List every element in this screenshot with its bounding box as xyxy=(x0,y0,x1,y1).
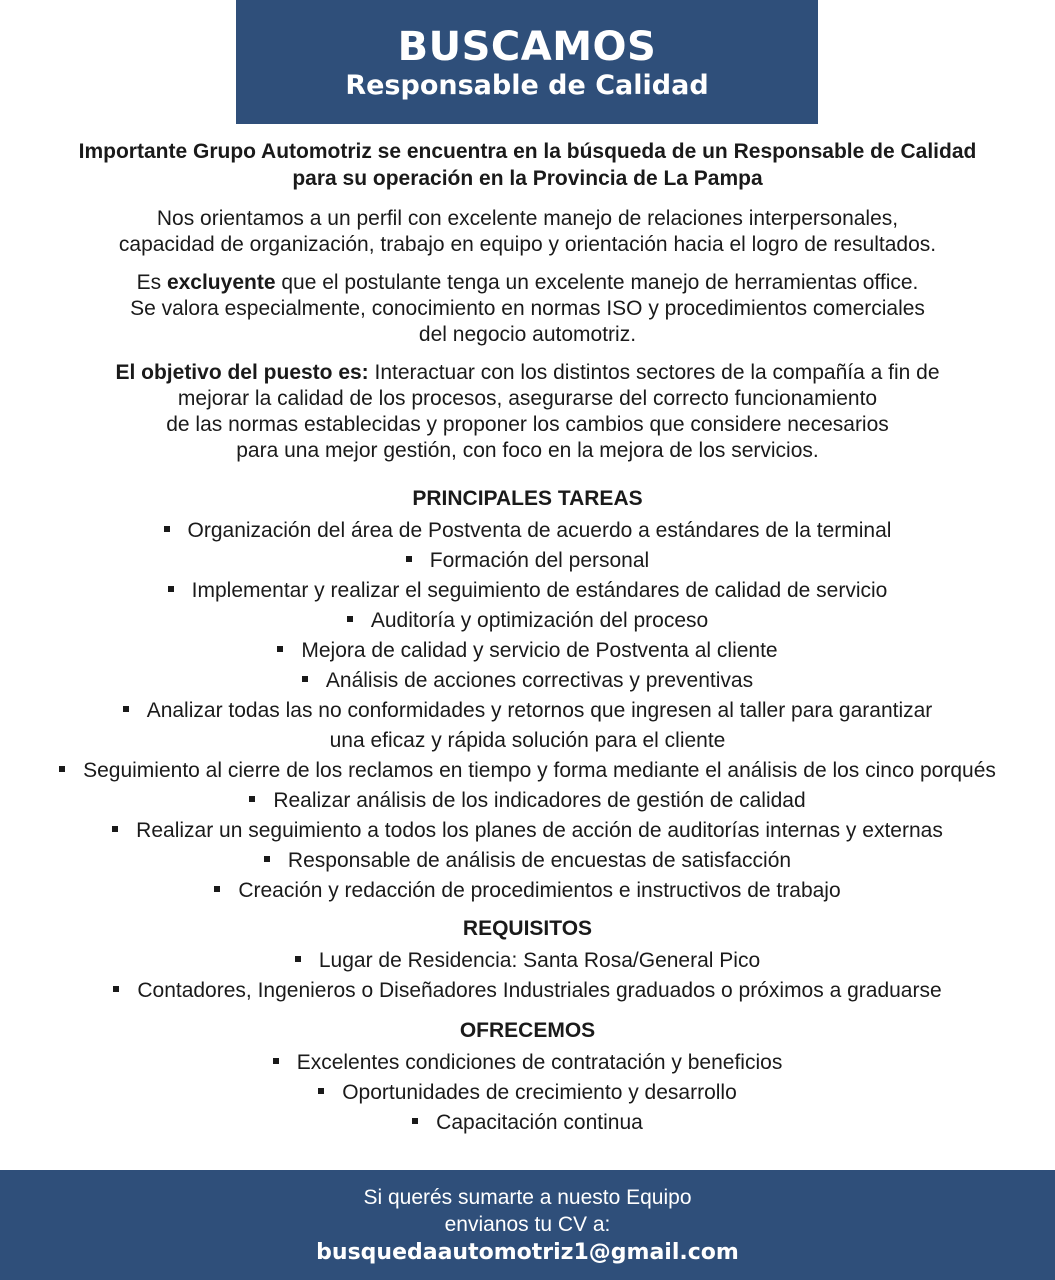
task-text: Realizar un seguimiento a todos los planes de acción de auditorías internas y externas xyxy=(136,819,943,842)
requisito-text: Contadores, Ingenieros o Diseñadores Industriales graduados o próximos a graduarse xyxy=(137,979,942,1002)
task-text-continuation: una eficaz y rápida solución para el cliente xyxy=(329,729,726,752)
task-text: Analizar todas las no conformidades y retornos que ingresen al taller para garantizar xyxy=(146,699,933,722)
bullet-icon xyxy=(406,556,412,562)
task-text: Formación del personal xyxy=(429,549,650,572)
footer-line-1: Si querés sumarte a nuesto Equipo xyxy=(363,1186,692,1209)
task-text: Seguimiento al cierre de los reclamos en tiempo y forma mediante el análisis de los cinco porqués xyxy=(83,759,996,782)
requirements-paragraph xyxy=(0,270,1055,348)
objective-line-1: Interactuar con los distintos sectores de la compañía a fin de xyxy=(368,361,940,384)
list-item xyxy=(0,1108,1055,1138)
job-description xyxy=(0,138,1055,1138)
list-item xyxy=(0,876,1055,906)
profile-line-2: capacidad de organización, trabajo en equipo y orientación hacia el logro de resultados. xyxy=(118,233,937,256)
list-item xyxy=(0,696,1055,756)
list-item xyxy=(0,816,1055,846)
objective-line-3: de las normas establecidas y proponer los cambios que considere necesarios xyxy=(166,413,889,436)
tasks-title: PRINCIPALES TAREAS xyxy=(412,487,643,510)
bullet-icon xyxy=(277,646,283,652)
list-item xyxy=(0,846,1055,876)
intro-line-2: para su operación en la Provincia de La Pampa xyxy=(292,167,763,190)
bullet-icon xyxy=(347,616,353,622)
requirements-prefix: Es xyxy=(136,271,167,294)
tasks-list xyxy=(0,516,1055,906)
requirements-line-3: del negocio automotriz. xyxy=(418,323,637,346)
list-item xyxy=(0,546,1055,576)
intro-line-1: Importante Grupo Automotriz se encuentra en la búsqueda de un Responsable de Calidad xyxy=(78,140,977,163)
profile-paragraph xyxy=(0,206,1055,258)
objective-label: El objetivo del puesto es: xyxy=(115,361,369,384)
requisitos-title: REQUISITOS xyxy=(462,917,593,940)
footer-banner xyxy=(0,1170,1055,1280)
task-text: Análisis de acciones correctivas y preventivas xyxy=(325,669,754,692)
ofrecemos-title: OFRECEMOS xyxy=(459,1019,596,1042)
bullet-icon xyxy=(112,826,118,832)
objective-line-4: para una mejor gestión, con foco en la mejora de los servicios. xyxy=(236,439,819,462)
contact-email[interactable]: busquedaautomotriz1@gmail.com xyxy=(316,1240,739,1265)
objective-line-2: mejorar la calidad de los procesos, asegurarse del correcto funcionamiento xyxy=(177,387,878,410)
bullet-icon xyxy=(59,766,65,772)
header-banner xyxy=(236,0,818,124)
bullet-icon xyxy=(295,956,301,962)
bullet-icon xyxy=(302,676,308,682)
list-item xyxy=(0,1078,1055,1108)
bullet-icon xyxy=(273,1058,279,1064)
bullet-icon xyxy=(264,856,270,862)
ofrecemos-text: Capacitación continua xyxy=(436,1111,643,1134)
list-item xyxy=(0,786,1055,816)
list-item xyxy=(0,636,1055,666)
task-text: Mejora de calidad y servicio de Postventa al cliente xyxy=(301,639,778,662)
bullet-icon xyxy=(249,796,255,802)
requisitos-list xyxy=(0,946,1055,1006)
requirements-suffix: que el postulante tenga un excelente manejo de herramientas office. xyxy=(275,271,919,294)
bullet-icon xyxy=(113,986,119,992)
list-item xyxy=(0,666,1055,696)
bullet-icon xyxy=(214,886,220,892)
task-text: Auditoría y optimización del proceso xyxy=(370,609,709,632)
header-title: BUSCAMOS xyxy=(397,24,657,70)
footer-line-2: envianos tu CV a: xyxy=(444,1213,611,1236)
task-text: Organización del área de Postventa de acuerdo a estándares de la terminal xyxy=(187,519,892,542)
requirements-emphasis: excluyente xyxy=(166,271,276,294)
task-text: Realizar análisis de los indicadores de gestión de calidad xyxy=(273,789,806,812)
list-item xyxy=(0,946,1055,976)
bullet-icon xyxy=(318,1088,324,1094)
list-item xyxy=(0,516,1055,546)
list-item xyxy=(0,976,1055,1006)
task-text: Implementar y realizar el seguimiento de estándares de calidad de servicio xyxy=(191,579,888,602)
bullet-icon xyxy=(164,526,170,532)
list-item xyxy=(0,606,1055,636)
list-item xyxy=(0,1048,1055,1078)
bullet-icon xyxy=(412,1118,418,1124)
requirements-line-2: Se valora especialmente, conocimiento en normas ISO y procedimientos comerciales xyxy=(130,297,925,320)
list-item xyxy=(0,756,1055,786)
header-subtitle: Responsable de Calidad xyxy=(345,70,709,101)
ofrecemos-text: Oportunidades de crecimiento y desarrollo xyxy=(342,1081,737,1104)
list-item xyxy=(0,576,1055,606)
ofrecemos-list xyxy=(0,1048,1055,1138)
bullet-icon xyxy=(168,586,174,592)
ofrecemos-text: Excelentes condiciones de contratación y beneficios xyxy=(296,1051,783,1074)
intro-paragraph xyxy=(0,138,1055,192)
objective-paragraph xyxy=(0,360,1055,464)
task-text: Creación y redacción de procedimientos e instructivos de trabajo xyxy=(238,879,841,902)
task-text: Responsable de análisis de encuestas de satisfacción xyxy=(287,849,792,872)
requisito-text: Lugar de Residencia: Santa Rosa/General Pico xyxy=(318,949,761,972)
profile-line-1: Nos orientamos a un perfil con excelente manejo de relaciones interpersonales, xyxy=(156,207,899,230)
bullet-icon xyxy=(123,706,129,712)
